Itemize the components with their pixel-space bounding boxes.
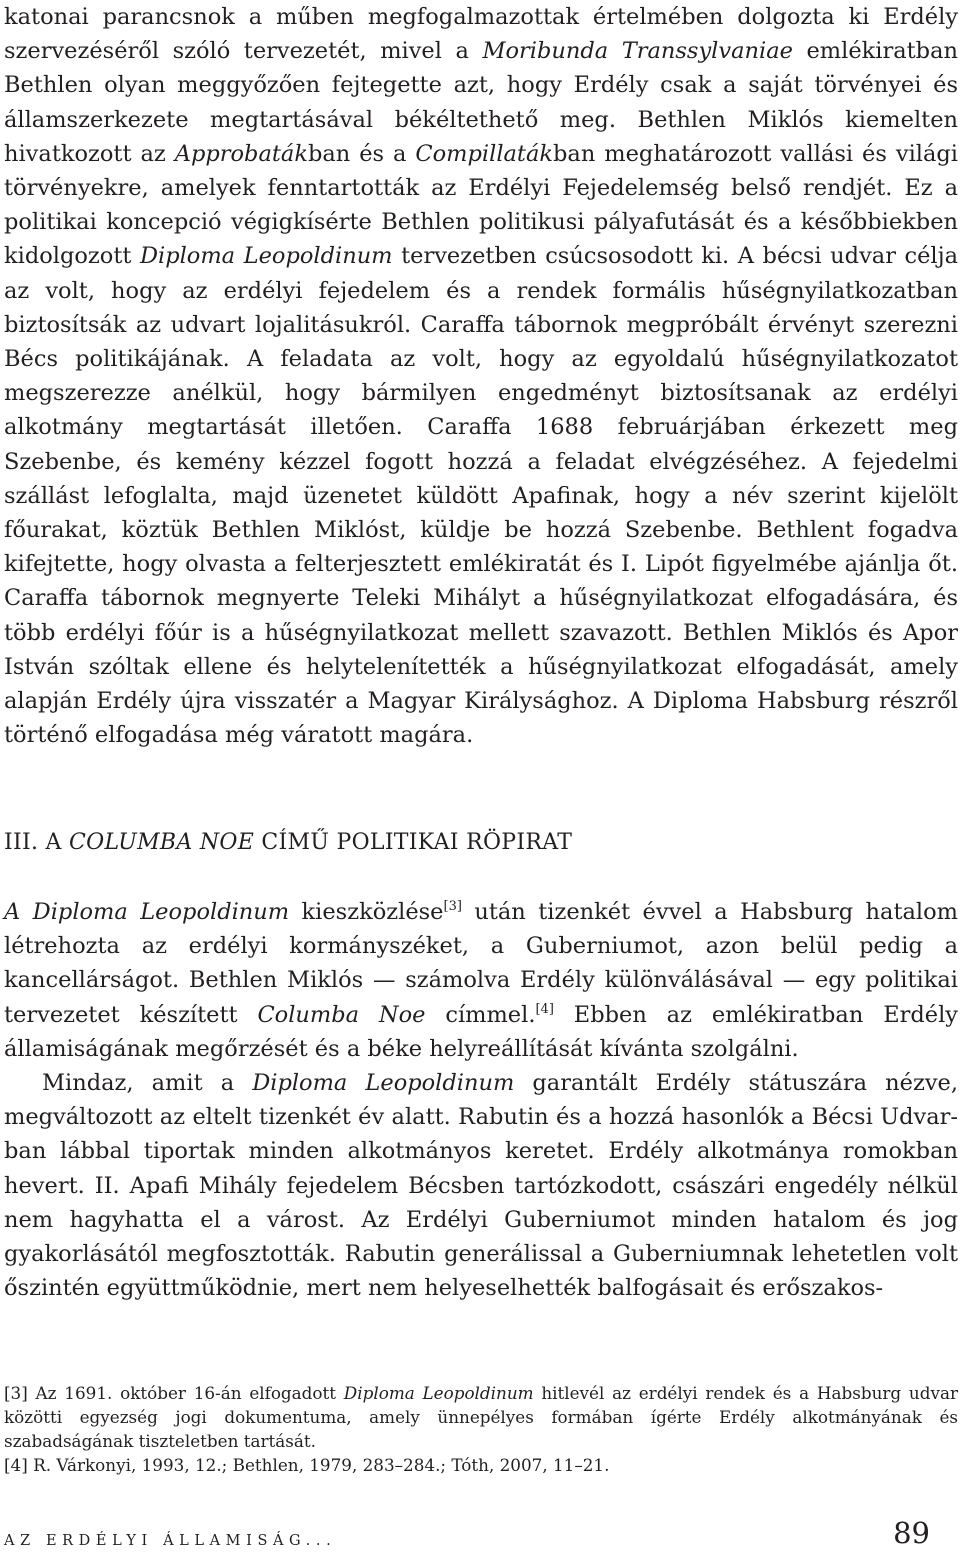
section-number: III. A (4, 830, 70, 855)
text-run: címmel. (425, 1001, 536, 1028)
paragraph (4, 1066, 958, 1305)
italic-run: A Diploma Leopoldinum (4, 899, 290, 925)
body-text-top (4, 0, 958, 752)
text-run: Mindaz, amit a (42, 1070, 253, 1097)
text-run: után tizenkét évvel a Habsburg hatalom létrehozta az erdélyi kormányszéket, a Guberniumot, azon belül pedig a kancellárságot. Bethlen Miklós — számolva Erdély különválásával — egy politikai tervezetet készített (4, 899, 958, 1028)
text-run: kieszközlése (289, 899, 444, 925)
footnote-ref: [4] (535, 1001, 554, 1017)
footnote-ref: [3] (443, 899, 462, 914)
paragraph (4, 0, 958, 752)
italic-run: Moribunda Transsylvaniae (482, 38, 793, 65)
italic-run: Approbaták (174, 140, 308, 167)
text-run: hitlevél az erdélyi rendek és a Habsburg udvar közötti egyezség jogi dokumentuma, amely ünnepélyes formában ígérte Erdély alkotmányának és szabadságának tiszteletben tartását. (4, 1383, 958, 1451)
text-run: ban és a (307, 140, 416, 167)
text-run: emlékiratban Bethlen olyan meggyőzően fejtegette azt, hogy Erdély csak a saját törvényei és államszerkezete megtartásával békéltethető meg. Bethlen Miklós kiemelten hivatkozott az (4, 38, 958, 167)
text-run: [4] R. Várkonyi, 1993, 12.; Bethlen, 1979, 283–284.; Tóth, 2007, 11–21. (4, 1455, 610, 1475)
italic-run: Diploma Leopoldinum (139, 243, 393, 270)
footnote (4, 1381, 958, 1453)
section-heading (4, 826, 572, 860)
section-title-rest: CÍMŰ POLITIKAI RÖPIRAT (254, 830, 573, 855)
body-text-bottom (4, 895, 958, 1305)
text-run: [3] Az 1691. október 16-án elfogadott (4, 1383, 344, 1403)
page-number: 89 (893, 1516, 930, 1550)
footnotes (4, 1381, 958, 1477)
text-run: ban meghatározott vallási és világi törvényekre, amelyek fenntartották az Erdélyi Fejedelemség belső rendjét. Ez a politikai koncepció végigkísérte Bethlen politikusi pályafutását és a későbbiekben kidolgozott (4, 140, 958, 270)
text-run: tervezetben csúcsosodott ki. A bécsi udvar célja az volt, hogy az erdélyi fejedelem és a rendek formális hűségnyilatkozatban biztosítsák az udvart lojalitásukról. Caraffa tábornok megpróbált érvényt szerezni Bécs politikájának. A feladata az volt, hogy az egyoldalú hűségnyilatkozatot megszerezze anélkül, hogy bármilyen engedményt biztosítsanak az erdélyi alkotmány megtartását illetően. Caraffa 1688 februárjában érkezett meg Szebenbe, és kemény kézzel fogott hozzá a feladat elvégzéséhez. A fejedelmi szállást lefoglalta, majd üzenetet küldött Apafinak, hogy a név szerint kijelölt főurakat, köztük Bethlen Miklóst, küldje be hozzá Szebenbe. Bethlent fogadva kifejtette, hogy olvasta a felterjesztett emlékiratát és I. Lipót figyelmébe ajánlja őt. Caraffa tábornok megnyerte Teleki Mihályt a hűségnyilatkozat elfogadására, és több erdélyi főúr is a hűségnyilatkozat mellett szavazott. Bethlen Miklós és Apor István szóltak ellene és helytelenítették a hűségnyilatkozat elfogadását, amely alapján Erdély újra visszatér a Magyar Királysághoz. A Diploma Habsburg részről történő elfogadása még váratott magára. (4, 243, 959, 749)
italic-run: Diploma Leopoldinum (252, 1070, 515, 1097)
italic-run: Compillaták (415, 140, 554, 167)
section-title-italic: COLUMBA NOE (69, 830, 255, 855)
italic-run: Diploma Leopoldinum (343, 1383, 534, 1403)
text-run: garantált Erdély státuszára nézve, megváltozott az eltelt tizenkét év alatt. Rabutin és a hozzá hasonlók a Bécsi Udvarban lábbal tiportak minden alkotmányos keretet. Erdély alkotmánya romokban hevert. II. Apafi Mihály fejedelem Bécsben tartózkodott, császári engedély nélkül nem hagyhatta el a várost. Az Erdélyi Guberniumot minden hatalom és jog gyakorlásától megfosztották. Rabutin generálissal a Guberniumnak lehetetlen volt őszintén együttműködnie, mert nem helyeselhették balfogásait és erőszakos- (4, 1070, 958, 1302)
footnote (4, 1453, 958, 1477)
paragraph (4, 895, 958, 1066)
running-head: AZ ERDÉLYI ÁLLAMISÁG... (4, 1533, 337, 1549)
text-run: Ebben az emlékiratban Erdély államiságának megőrzését és a béke helyreállítását kívánta szolgálni. (4, 1001, 959, 1062)
italic-run: Columba Noe (257, 1001, 426, 1028)
text-run: katonai parancsnok a műben megfogalmazottak értelmében dolgozta ki Erdély szervezéséről szóló tervezetét, mivel a (4, 4, 958, 65)
